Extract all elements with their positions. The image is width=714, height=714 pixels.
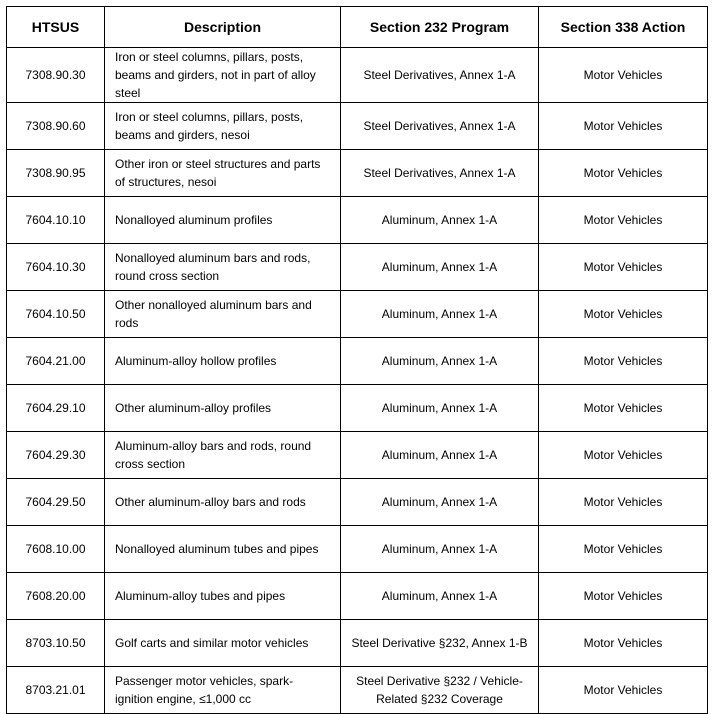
table-row <box>7 432 708 479</box>
cell-section-338-action: Motor Vehicles <box>539 291 708 338</box>
table-body <box>7 48 708 714</box>
cell-section-338-action: Motor Vehicles <box>539 479 708 526</box>
table-row <box>7 291 708 338</box>
table-row <box>7 338 708 385</box>
cell-description: Aluminum-alloy hollow profiles <box>105 338 341 385</box>
cell-section-232-program: Aluminum, Annex 1-A <box>341 526 539 573</box>
cell-section-338-action: Motor Vehicles <box>539 48 708 103</box>
cell-section-338-action: Motor Vehicles <box>539 385 708 432</box>
cell-description: Nonalloyed aluminum profiles <box>105 197 341 244</box>
table-row <box>7 244 708 291</box>
cell-htsus: 7604.10.50 <box>7 291 105 338</box>
cell-htsus: 7608.20.00 <box>7 573 105 620</box>
cell-section-338-action: Motor Vehicles <box>539 573 708 620</box>
cell-section-232-program: Aluminum, Annex 1-A <box>341 432 539 479</box>
table-row <box>7 573 708 620</box>
cell-section-232-program: Aluminum, Annex 1-A <box>341 244 539 291</box>
cell-section-338-action: Motor Vehicles <box>539 338 708 385</box>
cell-section-338-action: Motor Vehicles <box>539 620 708 667</box>
cell-section-232-program: Aluminum, Annex 1-A <box>341 291 539 338</box>
cell-htsus: 7604.10.10 <box>7 197 105 244</box>
cell-description: Iron or steel columns, pillars, posts, beams and girders, nesoi <box>105 103 341 150</box>
table-row <box>7 620 708 667</box>
cell-section-232-program: Aluminum, Annex 1-A <box>341 338 539 385</box>
cell-section-232-program: Steel Derivatives, Annex 1-A <box>341 103 539 150</box>
table-row <box>7 197 708 244</box>
cell-description: Aluminum-alloy bars and rods, round cross section <box>105 432 341 479</box>
table-row <box>7 150 708 197</box>
cell-section-338-action: Motor Vehicles <box>539 526 708 573</box>
cell-htsus: 7604.10.30 <box>7 244 105 291</box>
table-header <box>7 7 708 48</box>
header-section-232-program: Section 232 Program <box>341 7 539 48</box>
table-row <box>7 48 708 103</box>
cell-section-232-program: Aluminum, Annex 1-A <box>341 479 539 526</box>
table-row <box>7 667 708 714</box>
header-row <box>7 7 708 48</box>
table-row <box>7 479 708 526</box>
header-description: Description <box>105 7 341 48</box>
cell-htsus: 8703.10.50 <box>7 620 105 667</box>
table-row <box>7 385 708 432</box>
cell-description: Other iron or steel structures and parts of structures, nesoi <box>105 150 341 197</box>
cell-section-338-action: Motor Vehicles <box>539 667 708 714</box>
cell-section-338-action: Motor Vehicles <box>539 197 708 244</box>
cell-htsus: 7604.29.50 <box>7 479 105 526</box>
cell-description: Golf carts and similar motor vehicles <box>105 620 341 667</box>
header-htsus: HTSUS <box>7 7 105 48</box>
cell-section-232-program: Steel Derivative §232, Annex 1-B <box>341 620 539 667</box>
cell-section-338-action: Motor Vehicles <box>539 432 708 479</box>
table-row <box>7 526 708 573</box>
cell-section-232-program: Aluminum, Annex 1-A <box>341 197 539 244</box>
cell-description: Other aluminum-alloy profiles <box>105 385 341 432</box>
cell-htsus: 7308.90.30 <box>7 48 105 103</box>
cell-description: Nonalloyed aluminum bars and rods, round cross section <box>105 244 341 291</box>
cell-description: Aluminum-alloy tubes and pipes <box>105 573 341 620</box>
cell-description: Iron or steel columns, pillars, posts, beams and girders, not in part of alloy steel <box>105 48 341 103</box>
cell-section-232-program: Steel Derivative §232 / Vehicle-Related §232 Coverage <box>341 667 539 714</box>
cell-htsus: 7308.90.95 <box>7 150 105 197</box>
cell-section-338-action: Motor Vehicles <box>539 244 708 291</box>
table-row <box>7 103 708 150</box>
cell-description: Nonalloyed aluminum tubes and pipes <box>105 526 341 573</box>
tariff-table <box>6 6 708 714</box>
cell-description: Passenger motor vehicles, spark-ignition engine, ≤1,000 cc <box>105 667 341 714</box>
cell-htsus: 7308.90.60 <box>7 103 105 150</box>
cell-section-338-action: Motor Vehicles <box>539 150 708 197</box>
cell-section-232-program: Steel Derivatives, Annex 1-A <box>341 48 539 103</box>
cell-description: Other nonalloyed aluminum bars and rods <box>105 291 341 338</box>
cell-section-338-action: Motor Vehicles <box>539 103 708 150</box>
cell-htsus: 7604.29.10 <box>7 385 105 432</box>
cell-htsus: 7604.29.30 <box>7 432 105 479</box>
cell-htsus: 7608.10.00 <box>7 526 105 573</box>
cell-description: Other aluminum-alloy bars and rods <box>105 479 341 526</box>
header-section-338-action: Section 338 Action <box>539 7 708 48</box>
cell-htsus: 8703.21.01 <box>7 667 105 714</box>
cell-section-232-program: Steel Derivatives, Annex 1-A <box>341 150 539 197</box>
cell-section-232-program: Aluminum, Annex 1-A <box>341 385 539 432</box>
cell-htsus: 7604.21.00 <box>7 338 105 385</box>
cell-section-232-program: Aluminum, Annex 1-A <box>341 573 539 620</box>
